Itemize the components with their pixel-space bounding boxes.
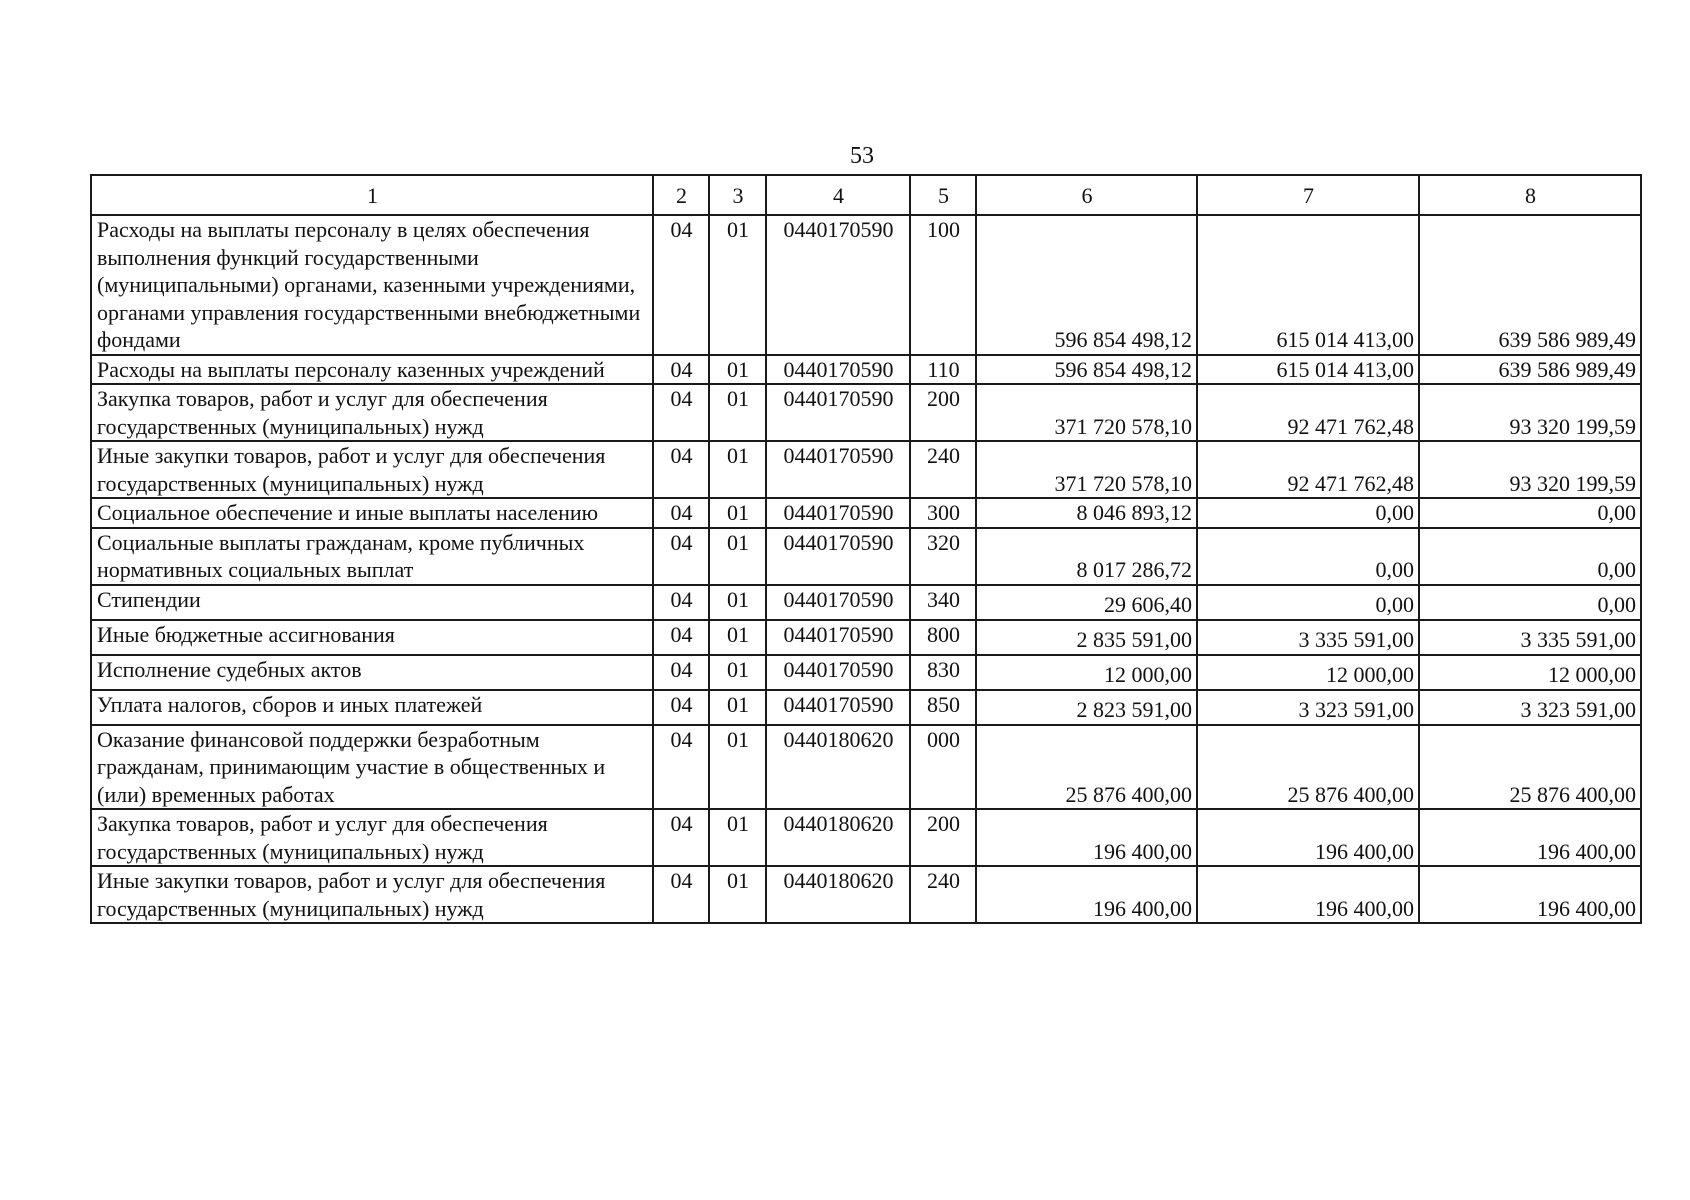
- column-header: 4: [766, 175, 910, 215]
- table-row: [91, 866, 1641, 923]
- target-article-cell: 0440170590: [766, 498, 910, 528]
- amount-col8-cell: 0,00: [1419, 498, 1641, 528]
- expense-type-cell: 850: [910, 690, 976, 725]
- amount-col6-cell: 2 823 591,00: [976, 690, 1197, 725]
- row-name-cell: Стипендии: [91, 585, 653, 620]
- target-article-cell: 0440170590: [766, 620, 910, 655]
- amount-col6-cell: 8 046 893,12: [976, 498, 1197, 528]
- amount-col6-cell: 196 400,00: [976, 809, 1197, 866]
- amount-col7-cell: 0,00: [1197, 498, 1419, 528]
- section-code-cell: 04: [653, 528, 709, 585]
- section-code-cell: 04: [653, 498, 709, 528]
- target-article-cell: 0440170590: [766, 384, 910, 441]
- amount-col8-cell: 639 586 989,49: [1419, 215, 1641, 355]
- table-row: [91, 655, 1641, 690]
- expense-type-cell: 340: [910, 585, 976, 620]
- subsection-code-cell: 01: [709, 866, 766, 923]
- table-body: [91, 215, 1641, 923]
- table-row: [91, 585, 1641, 620]
- section-code-cell: 04: [653, 355, 709, 385]
- section-code-cell: 04: [653, 809, 709, 866]
- target-article-cell: 0440170590: [766, 655, 910, 690]
- row-name-cell: Расходы на выплаты персоналу казенных учреждений: [91, 355, 653, 385]
- subsection-code-cell: 01: [709, 528, 766, 585]
- amount-col6-cell: 596 854 498,12: [976, 355, 1197, 385]
- expense-type-cell: 100: [910, 215, 976, 355]
- amount-col8-cell: 25 876 400,00: [1419, 725, 1641, 810]
- section-code-cell: 04: [653, 620, 709, 655]
- target-article-cell: 0440170590: [766, 215, 910, 355]
- row-name-cell: Социальное обеспечение и иные выплаты населению: [91, 498, 653, 528]
- amount-col7-cell: 3 323 591,00: [1197, 690, 1419, 725]
- amount-col7-cell: 196 400,00: [1197, 809, 1419, 866]
- row-name-cell: Иные закупки товаров, работ и услуг для обеспечения государственных (муниципальных) нужд: [91, 866, 653, 923]
- section-code-cell: 04: [653, 215, 709, 355]
- amount-col7-cell: 3 335 591,00: [1197, 620, 1419, 655]
- amount-col7-cell: 615 014 413,00: [1197, 215, 1419, 355]
- row-name-cell: Оказание финансовой поддержки безработным гражданам, принимающим участие в общественных и (или) временных работах: [91, 725, 653, 810]
- column-header: 3: [709, 175, 766, 215]
- target-article-cell: 0440180620: [766, 725, 910, 810]
- subsection-code-cell: 01: [709, 215, 766, 355]
- amount-col7-cell: 12 000,00: [1197, 655, 1419, 690]
- budget-table: [90, 174, 1642, 924]
- amount-col8-cell: 196 400,00: [1419, 866, 1641, 923]
- expense-type-cell: 240: [910, 866, 976, 923]
- amount-col6-cell: 371 720 578,10: [976, 441, 1197, 498]
- amount-col7-cell: 196 400,00: [1197, 866, 1419, 923]
- amount-col7-cell: 92 471 762,48: [1197, 441, 1419, 498]
- row-name-cell: Закупка товаров, работ и услуг для обеспечения государственных (муниципальных) нужд: [91, 384, 653, 441]
- amount-col6-cell: 596 854 498,12: [976, 215, 1197, 355]
- subsection-code-cell: 01: [709, 725, 766, 810]
- table-row: [91, 215, 1641, 355]
- subsection-code-cell: 01: [709, 585, 766, 620]
- header-row: [91, 175, 1641, 215]
- target-article-cell: 0440180620: [766, 809, 910, 866]
- amount-col8-cell: 0,00: [1419, 528, 1641, 585]
- amount-col7-cell: 0,00: [1197, 528, 1419, 585]
- section-code-cell: 04: [653, 441, 709, 498]
- target-article-cell: 0440170590: [766, 690, 910, 725]
- column-header: 5: [910, 175, 976, 215]
- expense-type-cell: 240: [910, 441, 976, 498]
- table-row: [91, 441, 1641, 498]
- table-row: [91, 725, 1641, 810]
- section-code-cell: 04: [653, 655, 709, 690]
- page-number: 53: [850, 143, 874, 169]
- amount-col6-cell: 371 720 578,10: [976, 384, 1197, 441]
- row-name-cell: Иные закупки товаров, работ и услуг для обеспечения государственных (муниципальных) нужд: [91, 441, 653, 498]
- subsection-code-cell: 01: [709, 441, 766, 498]
- subsection-code-cell: 01: [709, 690, 766, 725]
- table-row: [91, 528, 1641, 585]
- section-code-cell: 04: [653, 725, 709, 810]
- amount-col8-cell: 93 320 199,59: [1419, 441, 1641, 498]
- section-code-cell: 04: [653, 585, 709, 620]
- expense-type-cell: 300: [910, 498, 976, 528]
- table-row: [91, 620, 1641, 655]
- expense-type-cell: 200: [910, 809, 976, 866]
- row-name-cell: Закупка товаров, работ и услуг для обеспечения государственных (муниципальных) нужд: [91, 809, 653, 866]
- target-article-cell: 0440170590: [766, 585, 910, 620]
- amount-col7-cell: 25 876 400,00: [1197, 725, 1419, 810]
- amount-col7-cell: 92 471 762,48: [1197, 384, 1419, 441]
- subsection-code-cell: 01: [709, 620, 766, 655]
- section-code-cell: 04: [653, 690, 709, 725]
- amount-col7-cell: 0,00: [1197, 585, 1419, 620]
- column-header: 6: [976, 175, 1197, 215]
- column-header: 8: [1419, 175, 1641, 215]
- row-name-cell: Социальные выплаты гражданам, кроме публичных нормативных социальных выплат: [91, 528, 653, 585]
- amount-col6-cell: 2 835 591,00: [976, 620, 1197, 655]
- row-name-cell: Исполнение судебных актов: [91, 655, 653, 690]
- amount-col8-cell: 0,00: [1419, 585, 1641, 620]
- expense-type-cell: 110: [910, 355, 976, 385]
- amount-col6-cell: 8 017 286,72: [976, 528, 1197, 585]
- table-row: [91, 498, 1641, 528]
- target-article-cell: 0440170590: [766, 355, 910, 385]
- amount-col6-cell: 29 606,40: [976, 585, 1197, 620]
- section-code-cell: 04: [653, 384, 709, 441]
- expense-type-cell: 200: [910, 384, 976, 441]
- expense-type-cell: 000: [910, 725, 976, 810]
- row-name-cell: Иные бюджетные ассигнования: [91, 620, 653, 655]
- amount-col8-cell: 639 586 989,49: [1419, 355, 1641, 385]
- amount-col8-cell: 3 335 591,00: [1419, 620, 1641, 655]
- column-header: 7: [1197, 175, 1419, 215]
- target-article-cell: 0440170590: [766, 528, 910, 585]
- table-row: [91, 384, 1641, 441]
- amount-col7-cell: 615 014 413,00: [1197, 355, 1419, 385]
- subsection-code-cell: 01: [709, 355, 766, 385]
- section-code-cell: 04: [653, 866, 709, 923]
- row-name-cell: Уплата налогов, сборов и иных платежей: [91, 690, 653, 725]
- amount-col6-cell: 196 400,00: [976, 866, 1197, 923]
- row-name-cell: Расходы на выплаты персоналу в целях обеспечения выполнения функций государственными (муниципальными) органами, казенными учреждениями, органами управления государственными внебюджетными фондами: [91, 215, 653, 355]
- amount-col6-cell: 12 000,00: [976, 655, 1197, 690]
- amount-col8-cell: 3 323 591,00: [1419, 690, 1641, 725]
- table-row: [91, 690, 1641, 725]
- target-article-cell: 0440180620: [766, 866, 910, 923]
- subsection-code-cell: 01: [709, 384, 766, 441]
- expense-type-cell: 800: [910, 620, 976, 655]
- amount-col6-cell: 25 876 400,00: [976, 725, 1197, 810]
- expense-type-cell: 830: [910, 655, 976, 690]
- column-header: 2: [653, 175, 709, 215]
- target-article-cell: 0440170590: [766, 441, 910, 498]
- subsection-code-cell: 01: [709, 809, 766, 866]
- table-row: [91, 809, 1641, 866]
- amount-col8-cell: 12 000,00: [1419, 655, 1641, 690]
- amount-col8-cell: 196 400,00: [1419, 809, 1641, 866]
- subsection-code-cell: 01: [709, 655, 766, 690]
- subsection-code-cell: 01: [709, 498, 766, 528]
- expense-type-cell: 320: [910, 528, 976, 585]
- table-row: [91, 355, 1641, 385]
- amount-col8-cell: 93 320 199,59: [1419, 384, 1641, 441]
- column-header: 1: [91, 175, 653, 215]
